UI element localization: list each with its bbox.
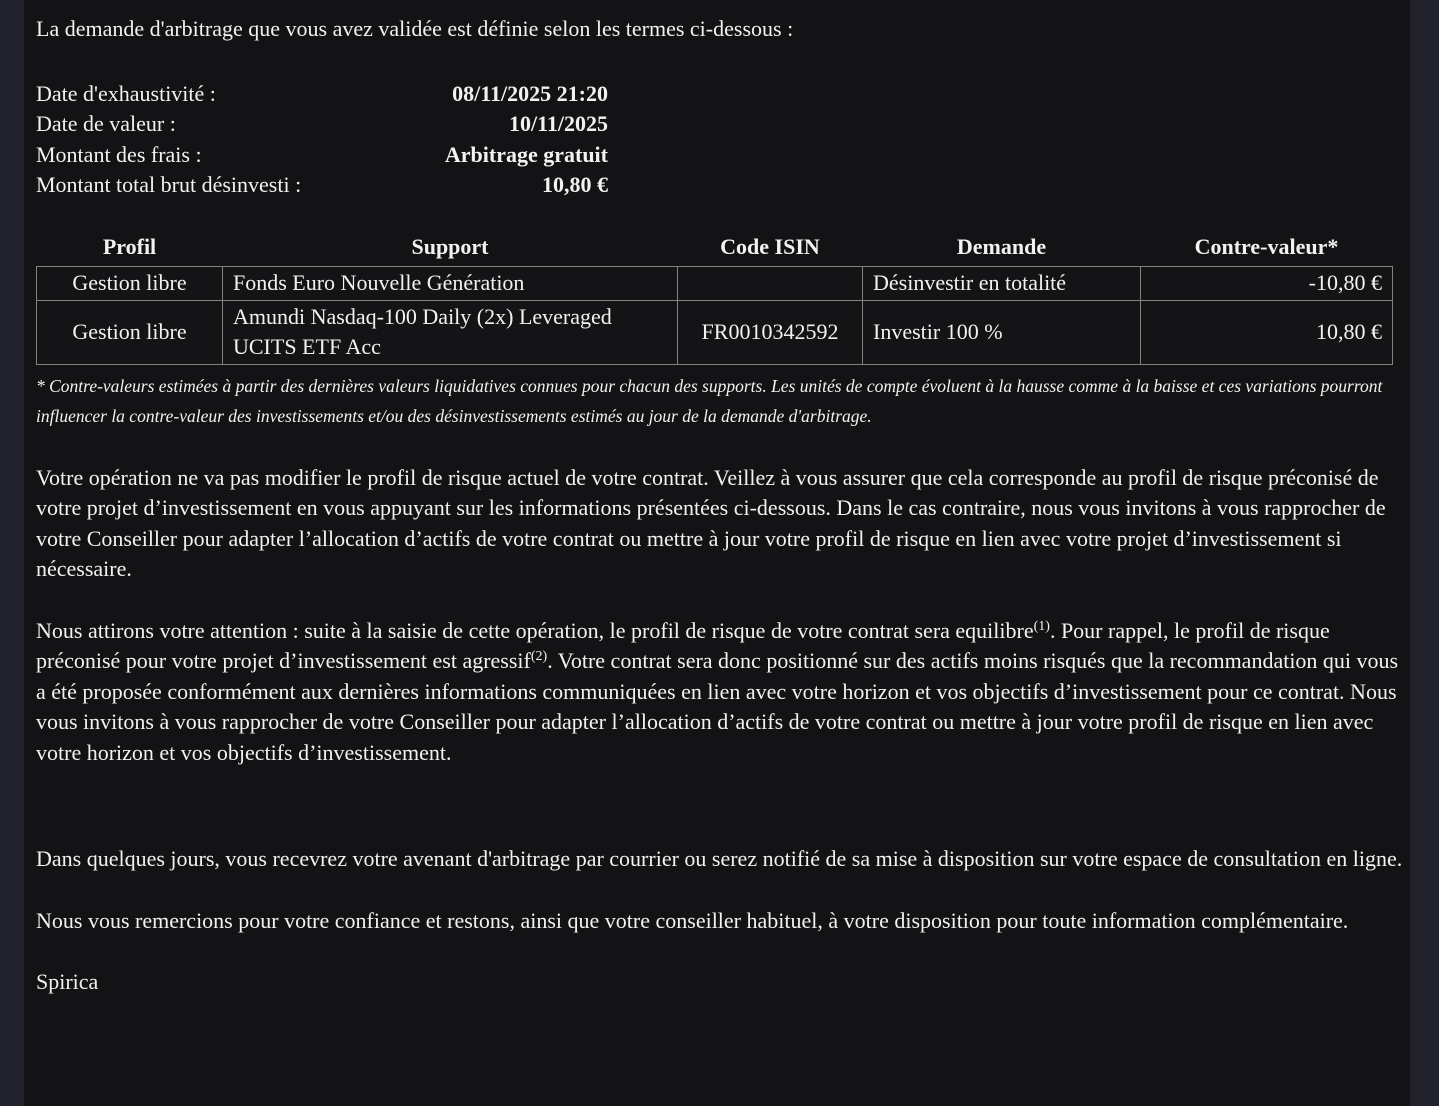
summary-row-fees xyxy=(36,140,608,171)
summary-row-exhaustivity-date xyxy=(36,79,608,110)
left-gutter xyxy=(0,0,24,1106)
summary-value: Arbitrage gratuit xyxy=(444,141,608,167)
attention-segment-1: Nous attirons votre attention : suite à la saisie de cette opération, le profil de risque de votre contrat sera equilibre xyxy=(36,617,1034,643)
table-header-profil: Profil xyxy=(102,233,157,259)
arbitrage-table xyxy=(36,227,1393,365)
cell-demande: Désinvestir en totalité xyxy=(863,267,1141,301)
cell-contre-valeur: 10,80 € xyxy=(1141,300,1393,364)
company-signature: Spirica xyxy=(36,969,99,995)
cell-support: Amundi Nasdaq-100 Daily (2x) Leveraged UCITS ETF Acc xyxy=(223,300,678,364)
footnote-ref-2: (2) xyxy=(530,649,548,665)
cell-contre-valeur: -10,80 € xyxy=(1141,267,1393,301)
cell-support: Fonds Euro Nouvelle Génération xyxy=(223,267,678,301)
summary-value: 08/11/2025 21:20 xyxy=(452,80,608,106)
paragraph-risk-profile: Votre opération ne va pas modifier le profil de risque actuel de votre contrat. Veillez à vous assurer que cela corresponde au profil de risque préconisé de votre projet d’investissement en vous appuyant sur les informations présentées ci-dessous. Dans le cas contraire, nous vous invitons à vous rapprocher de votre Conseiller pour adapter l’allocation d’actifs de votre contrat ou mettre à jour votre profil de risque en lien avec votre projet d’investissement si nécessaire. xyxy=(36,464,1386,582)
summary-value: 10/11/2025 xyxy=(508,111,608,137)
footnote-ref-1: (1) xyxy=(1033,618,1050,634)
cell-code-isin: FR0010342592 xyxy=(678,300,863,364)
table-header-code-isin: Code ISIN xyxy=(720,233,820,259)
table-header-row xyxy=(37,227,1393,267)
summary-block xyxy=(36,79,608,201)
intro-text: La demande d'arbitrage que vous avez validée est définie selon les termes ci-dessous : xyxy=(36,16,794,41)
table-header-support: Support xyxy=(411,233,489,259)
table-header-contre-valeur: Contre-valeur* xyxy=(1194,233,1339,259)
arbitrage-confirmation-document xyxy=(24,0,1410,1106)
paragraph-thanks: Nous vous remercions pour votre confiance et restons, ainsi que votre conseiller habituel, à votre disposition pour toute information complémentaire. xyxy=(36,907,1349,933)
paragraph-amendment-notice: Dans quelques jours, vous recevrez votre avenant d'arbitrage par courrier ou serez notifié de sa mise à disposition sur votre espace de consultation en ligne. xyxy=(36,846,1403,872)
cell-code-isin xyxy=(678,267,863,301)
attention-segment-3: . Votre contrat sera donc positionné sur des actifs moins risqués que la recommandation qui vous a été proposée conformément aux dernières informations communiquées en lien avec votre horizon et vos objectifs d’investissement pour ce contrat. Nous vous invitons à vous rapprocher de votre Conseiller pour adapter l’allocation d’actifs de votre contrat ou mettre à jour votre profil de risque en lien avec votre horizon et vos objectifs d’investissement. xyxy=(36,648,1399,765)
summary-row-value-date xyxy=(36,109,608,140)
cell-profil: Gestion libre xyxy=(37,300,223,364)
table-header-demande: Demande xyxy=(956,233,1047,259)
summary-label: Date d'exhaustivité : xyxy=(36,80,216,106)
summary-label: Montant des frais : xyxy=(36,141,202,167)
table-row xyxy=(37,300,1393,364)
summary-row-gross-disinvested xyxy=(36,170,608,201)
right-gutter xyxy=(1410,0,1439,1106)
paragraph-attention xyxy=(36,616,1406,769)
summary-value: 10,80 € xyxy=(542,172,608,198)
attention-segment-2: . Pour rappel, le profil de risque préconisé pour votre projet d’investissement est agressif xyxy=(36,617,1330,674)
summary-label: Date de valeur : xyxy=(36,111,176,137)
summary-label: Montant total brut désinvesti : xyxy=(36,172,302,198)
contre-valeur-footnote: * Contre-valeurs estimées à partir des dernières valeurs liquidatives connues pour chacun des supports. Les unités de compte évoluent à la hausse comme à la baisse et ces variations pourront influencer la contre-valeur des investissements et/ou des désinvestissements estimés au jour de la demande d'arbitrage. xyxy=(36,375,1383,427)
table-row xyxy=(37,267,1393,301)
cell-demande: Investir 100 % xyxy=(863,300,1141,364)
cell-profil: Gestion libre xyxy=(37,267,223,301)
